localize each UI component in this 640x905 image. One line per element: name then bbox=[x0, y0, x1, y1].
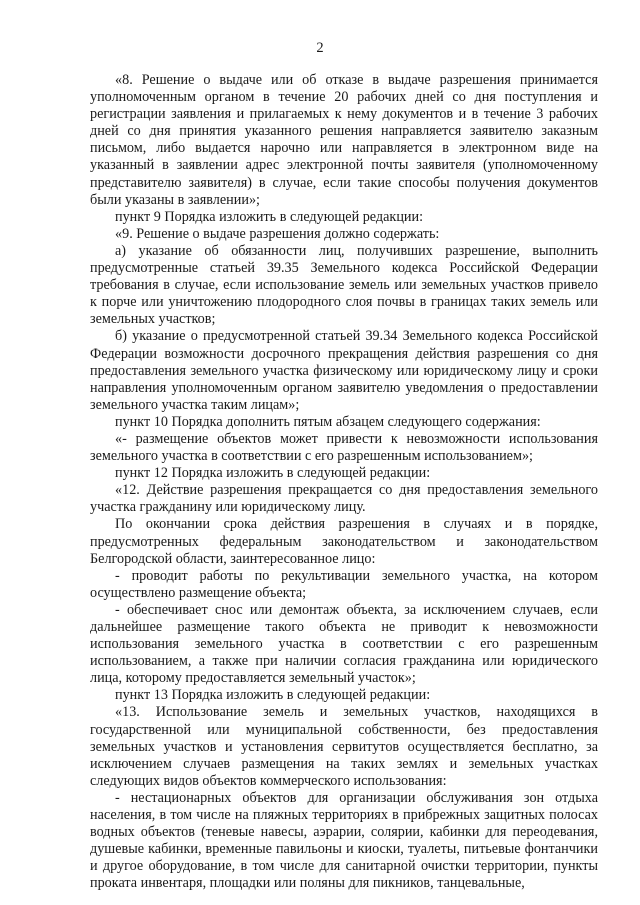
paragraph-clause-8: «8. Решение о выдаче или об отказе в выдаче разрешения принимается уполномоченным органом в течение 20 рабочих дней со дня поступления и регистрации заявления и прилагаемых к нему документов и в течение 3 рабочих дней со дня принятия указанного решения направляется заявителю заказным письмом, либо выдается нарочно или направляется в электронном виде на указанный в заявлении адрес электронной почты заявителя (уполномоченному представителю заявителя) в случае, если такие способы получения документов были указаны в заявлении»; bbox=[90, 72, 598, 208]
paragraph-item-9-intro: пункт 9 Порядка изложить в следующей редакции: bbox=[115, 208, 424, 225]
paragraph-item-10-intro: пункт 10 Порядка дополнить пятым абзацем следующего содержания: bbox=[115, 413, 541, 430]
paragraph-clause-12: «12. Действие разрешения прекращается со дня предоставления земельного участка гражданину или юридическому лицу. bbox=[90, 482, 598, 516]
paragraph-clause-9-b: б) указание о предусмотренной статьей 39.34 Земельного кодекса Российской Федерации возможности досрочного прекращения действия разрешения со дня предоставления земельного участка физическому или юридическому лицу и сроки направления уполномоченным органом заявителю уведомления о предоставлении земельного участка таким лицам»; bbox=[90, 328, 598, 413]
paragraph-clause-12-term-end: По окончании срока действия разрешения в случаях и в порядке, предусмотренных федеральным законодательством и законодательством Белгородской области, заинтересованное лицо: bbox=[90, 516, 598, 567]
paragraph-clause-12-demolition: - обеспечивает снос или демонтаж объекта, за исключением случаев, если дальнейшее размещение такого объекта не приводит к невозможности использования земельного участка в соответствии с его разрешенным использованием, а также при наличии согласия гражданина или юридического лица, которому предоставляется земельный участок»; bbox=[90, 601, 598, 687]
paragraph-clause-13-objects: - нестационарных объектов для организации обслуживания зон отдыха населения, в том числе на пляжных территориях в прибрежных защитных полосах водных объектов (теневые навесы, аэрарии, солярии, кабинки для переодевания, душевые кабинки, временные павильоны и киоски, туалеты, питьевые фонтанчики и другое оборудование, в том числе для санитарной очистки территории, пункты проката инвентаря, площадки или поляны для пикников, танцевальные, bbox=[90, 789, 598, 892]
document-body bbox=[90, 72, 598, 893]
paragraph-clause-13: «13. Использование земель и земельных участков, находящихся в государственной или муниципальной собственности, без предоставления земельных участков и установления сервитутов осуществляется бесплатно, за исключением случаев размещения на таких землях и земельных участках следующих видов объектов коммерческого использования: bbox=[90, 704, 598, 789]
paragraph-item-10-addition: «- размещение объектов может привести к невозможности использования земельного участка в соответствии с его разрешенным использованием»; bbox=[90, 430, 598, 465]
paragraph-item-13-intro: пункт 13 Порядка изложить в следующей редакции: bbox=[115, 687, 431, 704]
page-number: 2 bbox=[316, 40, 324, 56]
paragraph-clause-9-a: а) указание об обязанности лиц, получивших разрешение, выполнить предусмотренные статьей 39.35 Земельного кодекса Российской Федерации требования в случае, если использование земель или земельных участков привело к порче или уничтожению плодородного слоя почвы в границах таких земель или земельных участков; bbox=[90, 242, 598, 328]
paragraph-clause-9: «9. Решение о выдаче разрешения должно содержать: bbox=[115, 225, 440, 242]
paragraph-clause-12-recultivation: - проводит работы по рекультивации земельного участка, на котором осуществлено размещение объекта; bbox=[90, 567, 598, 601]
paragraph-item-12-intro: пункт 12 Порядка изложить в следующей редакции: bbox=[115, 465, 431, 482]
